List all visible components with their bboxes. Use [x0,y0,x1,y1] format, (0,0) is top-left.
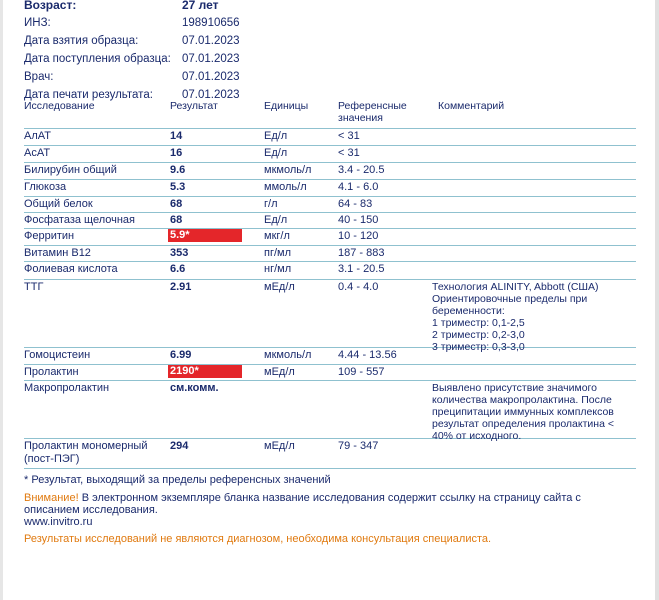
inz-label: ИНЗ: [24,17,51,29]
table-row [24,380,636,442]
unit-value: пг/мл [264,247,292,259]
reference-value: 187 - 883 [338,247,385,259]
age-value: 27 лет [182,0,219,12]
reference-value: 3.4 - 20.5 [338,164,385,176]
result-value: 294 [170,440,189,452]
unit-value: нг/мл [264,263,292,275]
doctor-label: Врач: [24,71,54,83]
table-row [24,245,636,262]
table-row [24,228,636,246]
result-value: 6.6 [170,263,186,275]
test-name: Пролактин [24,366,79,378]
reference-value: 40 - 150 [338,214,379,226]
age-label: Возраст: [24,0,77,12]
print-date-label: Дата печати результата: [24,89,153,101]
unit-value: мЕд/л [264,281,295,293]
unit-value: мЕд/л [264,440,295,452]
print-date-value: 07.01.2023 [182,89,240,101]
result-value: 9.6 [170,164,186,176]
unit-value: ммоль/л [264,181,307,193]
test-name: Пролактин мономерный (пост-ПЭГ) [24,440,148,465]
unit-value: г/л [264,198,278,210]
table-row [24,196,636,213]
footnote: * Результат, выходящий за пределы референсных значений [24,474,331,486]
table-row [24,162,636,180]
receipt-date-label: Дата поступления образца: [24,53,171,65]
table-row [24,128,636,146]
test-name: Глюкоза [24,181,67,193]
test-name: Фосфатаза щелочная [24,214,136,226]
test-name: Общий белок [24,198,93,210]
unit-value: Ед/л [264,130,288,142]
unit-value: Ед/л [264,214,288,226]
header-test: Исследование [24,100,95,112]
result-value: 5.9* [168,229,242,242]
table-row [24,279,636,353]
result-value: 16 [170,147,183,159]
sample-date-label: Дата взятия образца: [24,35,139,47]
table-row [24,179,636,197]
reference-value: < 31 [338,130,360,142]
warning-text: В электронном экземпляре бланка название исследования содержит ссылку на страницу сайта с описанием исследования. [24,492,581,516]
reference-value: 3.1 - 20.5 [338,263,385,275]
reference-value: 79 - 347 [338,440,379,452]
test-name: Гомоцистеин [24,349,91,361]
reference-value: 4.1 - 6.0 [338,181,379,193]
comment-value: Технология ALINITY, Abbott (США) Ориентировочные пределы при беременности: 1 триместр: 0,1-2,5 2 триместр: 0,2-3,0 3 триместр: 0,3-3,0 [432,281,599,353]
disclaimer: Результаты исследований не являются диагнозом, необходима консультация специалиста. [24,533,492,545]
unit-value: Ед/л [264,147,288,159]
result-value: 14 [170,130,183,142]
header-units: Единицы [264,100,309,112]
reference-value: 4.44 - 13.56 [338,349,397,361]
header-comment: Комментарий [438,100,505,112]
test-name: Фолиевая кислота [24,263,118,275]
test-name: Билирубин общий [24,164,117,176]
test-name: Витамин В12 [24,247,91,259]
unit-value: мЕд/л [264,366,295,378]
table-row [24,261,636,280]
table-header [24,100,636,129]
unit-value: мкмоль/л [264,164,312,176]
receipt-date-value: 07.01.2023 [182,53,240,65]
reference-value: 109 - 557 [338,366,385,378]
test-name: АсАТ [24,147,51,159]
comment-value: Выявлено присутствие значимого количества макропролактина. После преципитации иммунных комплексов результат определения пролактина < 40% от исходного. [432,382,614,442]
sample-date-value: 07.01.2023 [182,35,240,47]
unit-value: мкмоль/л [264,349,312,361]
test-name: Ферритин [24,230,75,242]
result-value: см.комм. [170,382,219,394]
reference-value: < 31 [338,147,360,159]
reference-value: 10 - 120 [338,230,379,242]
result-value: 68 [170,214,183,226]
doctor-value: 07.01.2023 [182,71,240,83]
reference-value: 0.4 - 4.0 [338,281,379,293]
test-name: Макропролактин [24,382,110,394]
table-row [24,347,636,365]
site-link[interactable]: www.invitro.ru [24,516,93,528]
table-row [24,438,636,469]
result-value: 353 [170,247,189,259]
result-value: 2.91 [170,281,192,293]
result-value: 5.3 [170,181,186,193]
test-name: АлАТ [24,130,51,142]
warning [24,492,636,516]
table-row [24,364,636,381]
left-edge [0,0,3,600]
header-result: Результат [170,100,218,112]
test-name: ТТГ [24,281,44,293]
unit-value: мкг/л [264,230,290,242]
table-row [24,145,636,163]
result-value: 2190* [168,365,242,378]
header-reference: Референсные значения [338,100,407,124]
table-row [24,212,636,229]
inz-value: 198910656 [182,17,240,29]
warning-label: Внимание! [24,492,79,504]
result-value: 68 [170,198,183,210]
reference-value: 64 - 83 [338,198,373,210]
right-edge [655,0,659,600]
result-value: 6.99 [170,349,192,361]
